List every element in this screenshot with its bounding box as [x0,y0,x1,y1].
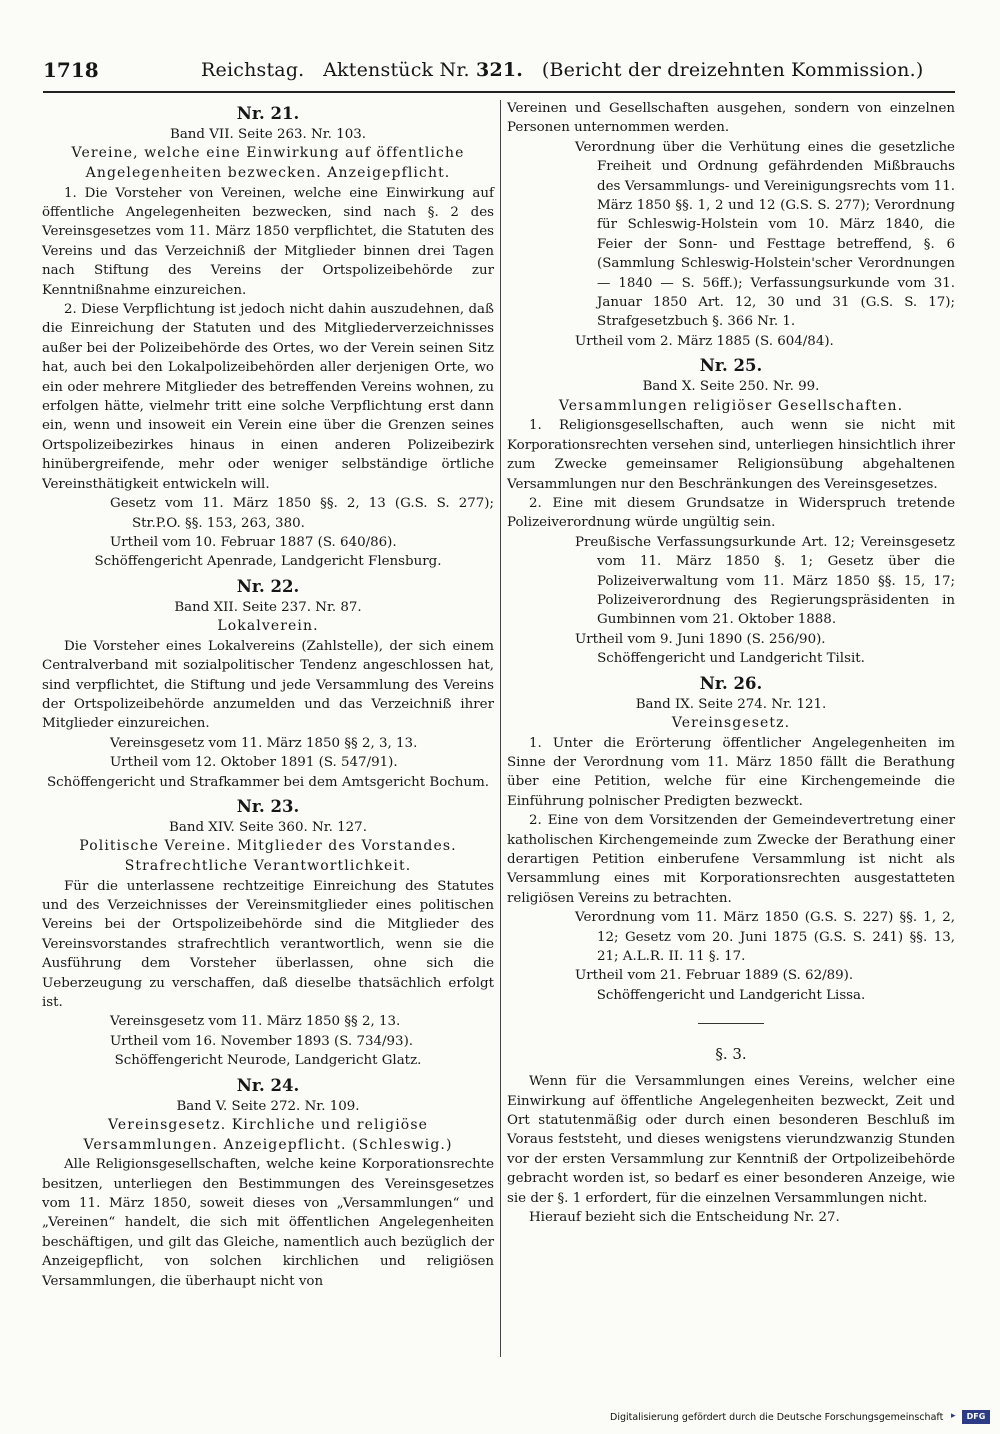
court-reference: Schöffengericht und Strafkammer bei dem Amtsgericht Bochum. [46,774,490,790]
legal-citation: Urtheil vom 2. März 1885 (S. 604/84). [575,333,834,349]
entry-subject: Politische Vereine. Mitglieder des Vorstandes. Strafrechtliche Verantwortlichkeit. [79,838,457,874]
legal-citation: Urtheil vom 10. Februar 1887 (S. 640/86). [110,534,397,550]
digitization-credit: Digitalisierung gefördert durch die Deutsche Forschungsgemeinschaft [610,1412,944,1423]
body-paragraph: 2. Eine mit diesem Grundsatze in Widerspruch tretende Polizeiverordnung würde ungültig sein. [507,495,955,531]
section-heading: §. 3. [715,1045,747,1064]
body-paragraph: Alle Religionsgesellschaften, welche keine Korporationsrechte besitzen, unterliegen den Bestimmungen des Vereinsgesetzes vom 11. März 1850, soweit dieses von „Versammlungen“ und „Vereinen“ handelt, die sich mit öffentlichen Angelegenheiten beschäftigen, und gilt das Gleiche, namentlich auch bezüglich der Anzeigepflicht, von solchen kirchlichen und religiösen Versammlungen, die überhaupt nicht von [42,1157,494,1289]
running-title [201,58,923,82]
column-divider [500,100,501,1357]
dfg-arrow-icon: ▸ [951,1411,956,1421]
legal-citation: Vereinsgesetz vom 11. März 1850 §§ 2, 3, 13. [110,735,418,751]
legal-citation: Urtheil vom 9. Juni 1890 (S. 256/90). [575,631,826,647]
left-column [42,99,494,1291]
legal-citation: Gesetz vom 11. März 1850 §§. 2, 13 (G.S. S. 277); Str.P.O. §§. 153, 263, 380. [110,496,494,531]
entry-number: Nr. 21. [236,104,300,123]
running-title-commission: (Bericht der dreizehnten Kommission.) [541,59,924,81]
body-paragraph: 1. Die Vorsteher von Vereinen, welche eine Einwirkung auf öffentliche Angelegenheiten bezwecken, sind nach §. 2 des Vereinsgesetzes vom 11. März 1850 verpflichtet, die Statuten des Vereins und das Verzeichniß der Mitglieder binnen drei Tagen nach Stiftung des Vereins der Ortspolizeibehörde zur Kenntnißnahme einzureichen. [42,185,494,298]
volume-reference: Band VII. Seite 263. Nr. 103. [169,127,367,142]
legal-citation: Preußische Verfassungsurkunde Art. 12; Vereinsgesetz vom 11. März 1850 §. 1; Gesetz über die Polizeiverwaltung vom 11. März 1850 §§. 15, 17; Polizeiverordnung des Regierungspräsidenten in Gumbinnen vom 21. Oktober 1888. [575,534,955,628]
entry-number: Nr. 23. [236,796,300,816]
volume-reference: Band XII. Seite 237. Nr. 87. [174,599,362,615]
legal-citation: Urtheil vom 12. Oktober 1891 (S. 547/91). [110,755,398,771]
right-column [507,99,955,1228]
running-title-number: 321. [476,59,524,81]
body-paragraph: Hierauf bezieht sich die Entscheidung Nr. 27. [529,1210,840,1226]
entry-subject: Lokalverein. [217,618,319,635]
entry-number: Nr. 24. [236,1075,300,1095]
body-paragraph: Die Vorsteher eines Lokalvereins (Zahlstelle), der sich einem Centralverband mit sozialpolitischer Tendenz angeschlossen hat, sind verpflichtet, die Stiftung und jede Versammlung des Vereins der Ortspolizeibehörde anzumelden und das Verzeichniß ihrer Mitglieder einzureichen. [42,638,494,732]
entry-subject: Vereinsgesetz. [671,714,791,731]
entry-subject: Versammlungen religiöser Gesellschaften. [558,397,904,414]
court-reference: Schöffengericht und Landgericht Lissa. [596,987,866,1003]
entry-subject: Vereinsgesetz. Kirchliche und religiöse Versammlungen. Anzeigepflicht. (Schleswig.) [83,1117,453,1153]
body-paragraph: Für die unterlassene rechtzeitige Einreichung des Statutes und des Verzeichnisses der Vereinsmitglieder eines politischen Vereins bei der Ortspolizeibehörde sind die Mitglieder des Vereinsvorstandes strafrechtlich verantwortlich, wenn sie die Ausführung dem Vorsteher überlassen, ohne sich die Ueberzeugung zu verschaffen, daß dieselbe thatsächlich erfolgt ist. [42,878,494,1010]
dfg-logo: DFG [962,1410,990,1424]
entry-subject: Vereine, welche eine Einwirkung auf öffentliche Angelegenheiten bezwecken. Anzeigepflicht. [71,145,465,181]
court-reference: Schöffengericht Apenrade, Landgericht Flensburg. [94,554,442,570]
court-reference: Schöffengericht Neurode, Landgericht Glatz. [114,1053,422,1069]
entry-number: Nr. 25. [699,356,763,376]
legal-citation: Verordnung über die Verhütung eines die gesetzliche Freiheit und Ordnung gefährdenden Mißbrauchs des Versammlungs- und Vereinigungsrechts vom 11. März 1850 §§. 1, 2 und 12 (G.S. S. 277); Verordnung für Schleswig-Holstein vom 10. März 1840, die Feier der Sonn- und Festtage betreffend, §. 6 (Sammlung Schleswig-Holstein'scher Verordnungen — 1840 — S. 56ff.); Verfassungsurkunde vom 31. Januar 1850 Art. 12, 30 und 31 (G.S. S. 17); Strafgesetzbuch §. 366 Nr. 1. [575,139,955,330]
legal-citation: Urtheil vom 16. November 1893 (S. 734/93). [110,1033,414,1049]
running-title-aktenstueck: Aktenstück Nr. [323,59,470,81]
volume-reference: Band X. Seite 250. Nr. 99. [642,379,820,395]
running-title-reichstag: Reichstag. [201,59,305,81]
legal-citation: Urtheil vom 21. Februar 1889 (S. 62/89). [575,968,854,984]
page-header [43,58,955,90]
body-paragraph: Wenn für die Versammlungen eines Vereins, welcher eine Einwirkung auf öffentliche Angelegenheiten bezweckt, Zeit und Ort statutenmäßig oder durch einen besonderen Beschluß im Voraus feststeht, und dieses wenigstens vierundzwanzig Stunden vor der ersten Versammlung zur Kenntniß der Ortpolizeibehörde gebracht worden ist, so bedarf es einer besonderen Anzeige, wie sie der §. 1 erfordert, für die einzelnen Versammlungen nicht. [507,1074,955,1206]
body-paragraph-continued: Vereinen und Gesellschaften ausgehen, sondern von einzelnen Personen unternommen werden. [507,101,955,136]
entry-number: Nr. 22. [236,576,300,596]
entry-number: Nr. 26. [699,673,763,693]
volume-reference: Band XIV. Seite 360. Nr. 127. [169,819,367,835]
section-separator [698,1023,764,1024]
legal-citation: Verordnung vom 11. März 1850 (G.S. S. 227) §§. 1, 2, 12; Gesetz vom 20. Juni 1875 (G.S. S. 241) §§. 13, 21; A.L.R. II. 11 §. 17. [575,910,955,965]
legal-citation: Vereinsgesetz vom 11. März 1850 §§ 2, 13. [110,1014,401,1030]
volume-reference: Band IX. Seite 274. Nr. 121. [635,696,827,712]
body-paragraph: 1. Unter die Erörterung öffentlicher Angelegenheiten im Sinne der Verordnung vom 11. März 1850 fällt die Berathung über eine Petition, welche für eine Kirchengemeinde die Einführung polnischer Predigten bezweckt. [507,735,955,809]
body-paragraph: 2. Eine von dem Vorsitzenden der Gemeindevertretung einer katholischen Kirchengemeinde zum Zwecke der Berathung einer derartigen Petition einberufene Versammlung ist nicht als Versammlung eines mit Korporationsrechten ausgestatteten religiösen Vereins zu betrachten. [507,813,955,906]
page-number: 1718 [43,58,99,82]
body-paragraph: 2. Diese Verpflichtung ist jedoch nicht dahin auszudehnen, daß die Einreichung der Statuten und des Mitgliederverzeichnisses außer bei der Polizeibehörde des Ortes, wo der Verein seinen Sitz hat, auch bei den Lokalpolizeibehörden aller derjenigen Orte, wo ein oder mehrere Mitglieder des betreffenden Vereins wohnen, zu erfolgen hätte, vielmehr tritt eine solche Verpflichtung erst dann ein, wenn und insoweit ein Verein eine über die Grenzen seines Ortspolizeibezirkes hinaus in einen anderen Polizeibezirk hinübergreifende, mehr oder weniger selbständige örtliche Vereinsthätigkeit entwickeln will. [42,302,494,492]
header-rule [43,91,955,93]
court-reference: Schöffengericht und Landgericht Tilsit. [597,651,865,667]
volume-reference: Band V. Seite 272. Nr. 109. [176,1098,360,1114]
body-paragraph: 1. Religionsgesellschaften, auch wenn sie nicht mit Korporationsrechten versehen sind, unterliegen hinsichtlich ihrer zum Zwecke gemeinsamer Religionsübung abgehaltenen Versammlungen nur den Beschränkungen des Vereinsgesetzes. [507,418,955,492]
